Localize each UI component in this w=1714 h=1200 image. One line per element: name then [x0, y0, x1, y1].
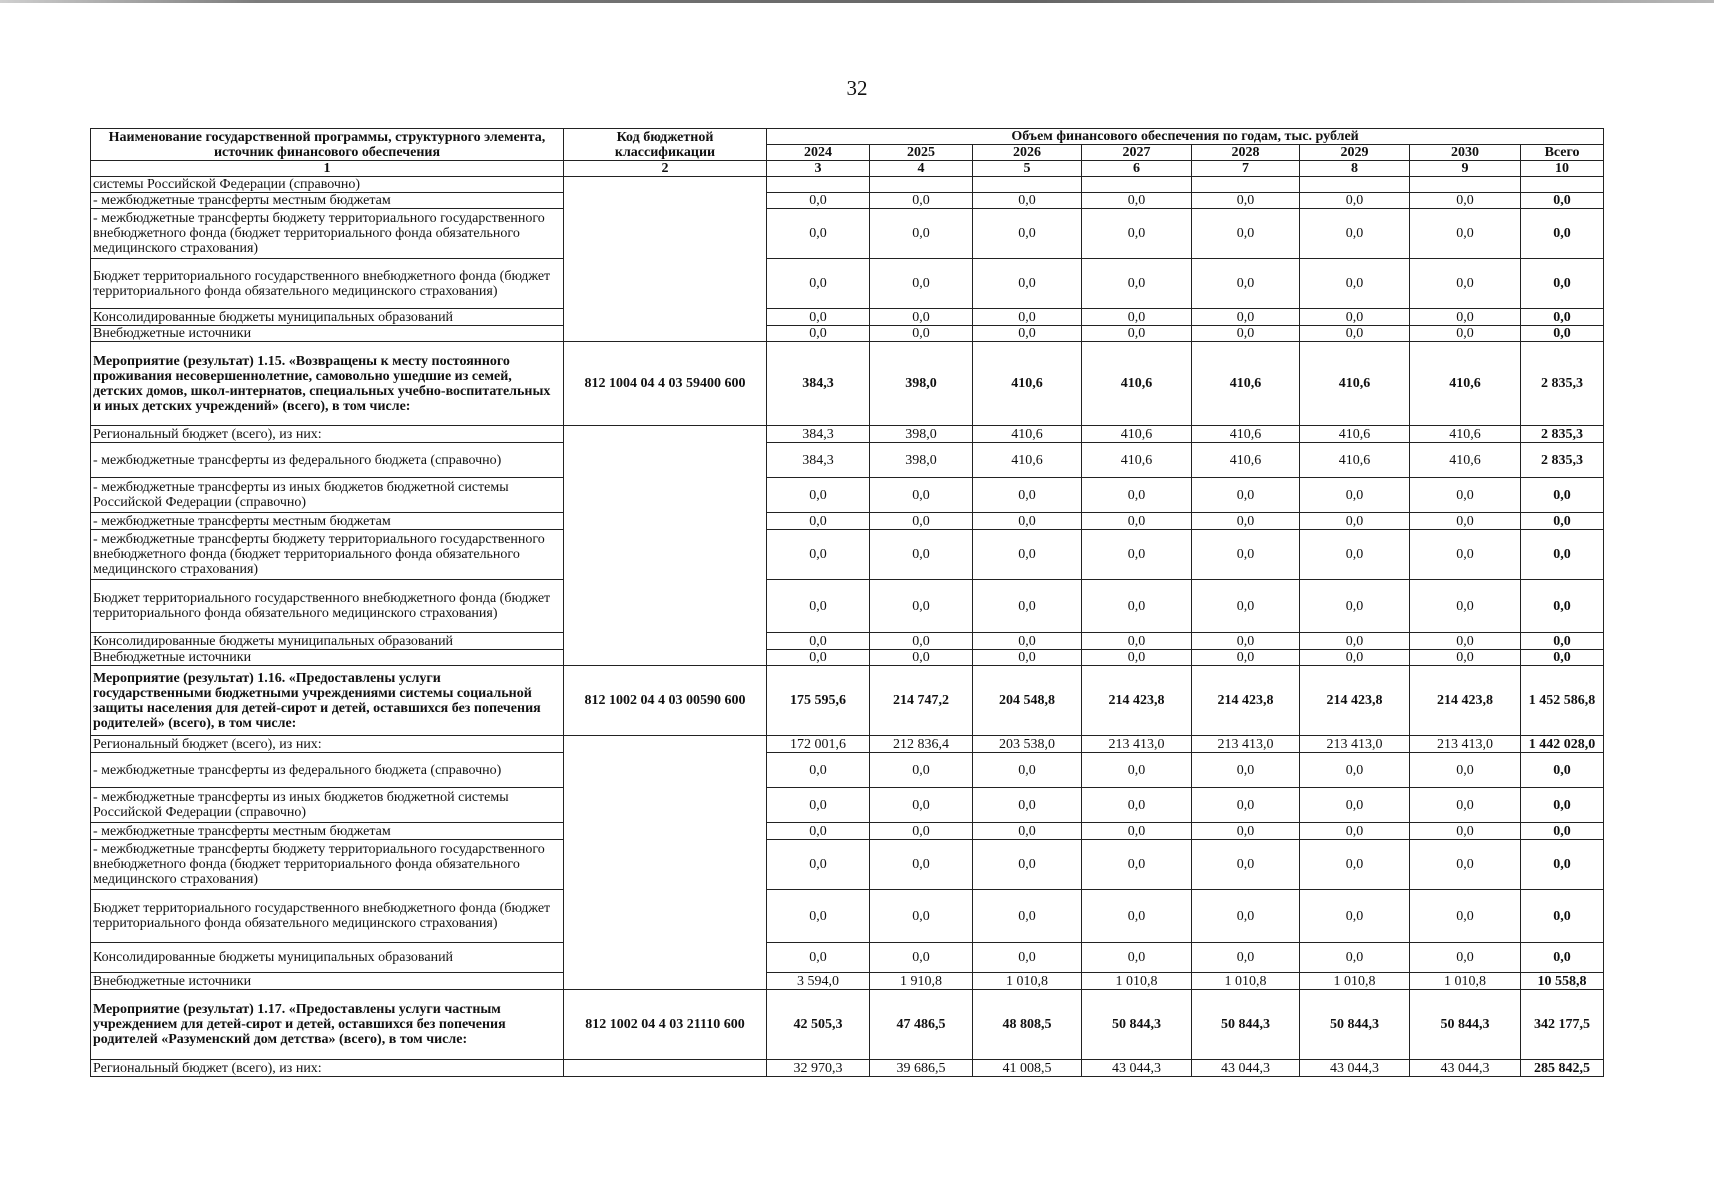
budget-table — [90, 128, 1604, 1077]
year-value: 410,6 — [1192, 342, 1300, 426]
total-value: 0,0 — [1521, 788, 1604, 823]
year-value: 0,0 — [1300, 943, 1410, 973]
year-value: 0,0 — [767, 633, 870, 650]
year-value: 0,0 — [1410, 309, 1521, 326]
table-row — [91, 426, 1604, 443]
year-value: 0,0 — [1192, 209, 1300, 259]
total-value: 0,0 — [1521, 259, 1604, 309]
year-value: 384,3 — [767, 426, 870, 443]
year-value: 213 413,0 — [1300, 736, 1410, 753]
year-value: 0,0 — [1192, 650, 1300, 666]
year-value: 410,6 — [1300, 342, 1410, 426]
total-value: 2 835,3 — [1521, 443, 1604, 478]
year-value: 0,0 — [1300, 478, 1410, 513]
source-name: Региональный бюджет (всего), из них: — [91, 736, 564, 753]
budget-code — [564, 426, 767, 666]
budget-code: 812 1004 04 4 03 59400 600 — [564, 342, 767, 426]
header-column-number: 8 — [1300, 161, 1410, 177]
year-value: 0,0 — [767, 580, 870, 633]
year-value: 410,6 — [1082, 443, 1192, 478]
measure-name: Мероприятие (результат) 1.15. «Возвращены к месту постоянного проживания несовершеннолетние, самовольно ушедшие из семей, детских домов, школ-интернатов, специальных учебно-воспитательных и иных детских учреждений» (всего), в том числе: — [91, 342, 564, 426]
measure-name: Мероприятие (результат) 1.16. «Предоставлены услуги государственными бюджетными учреждениями системы социальной защиты населения для детей-сирот и детей, оставшихся без попечения родителей» (всего), в том числе: — [91, 666, 564, 736]
year-value: 0,0 — [1410, 580, 1521, 633]
year-value: 0,0 — [973, 309, 1082, 326]
year-value: 0,0 — [767, 840, 870, 890]
source-name: - межбюджетные трансферты местным бюджетам — [91, 193, 564, 209]
year-value: 1 910,8 — [870, 973, 973, 990]
total-value: 0,0 — [1521, 943, 1604, 973]
total-value: 0,0 — [1521, 193, 1604, 209]
table-row — [91, 633, 1604, 650]
page-number: 32 — [846, 76, 868, 100]
total-value: 1 452 586,8 — [1521, 666, 1604, 736]
table-row — [91, 326, 1604, 342]
total-value — [1521, 177, 1604, 193]
year-value: 0,0 — [973, 259, 1082, 309]
year-value: 213 413,0 — [1082, 736, 1192, 753]
year-value: 0,0 — [870, 530, 973, 580]
total-value: 0,0 — [1521, 478, 1604, 513]
year-value: 213 413,0 — [1410, 736, 1521, 753]
year-value: 0,0 — [1410, 753, 1521, 788]
year-value: 0,0 — [1410, 943, 1521, 973]
table-body — [91, 177, 1604, 1077]
year-value: 203 538,0 — [973, 736, 1082, 753]
total-value: 0,0 — [1521, 650, 1604, 666]
total-value: 2 835,3 — [1521, 342, 1604, 426]
year-value: 0,0 — [1300, 513, 1410, 530]
header-year: 2030 — [1410, 145, 1521, 161]
year-value: 47 486,5 — [870, 990, 973, 1060]
year-value: 0,0 — [870, 840, 973, 890]
year-value: 410,6 — [1082, 342, 1192, 426]
year-value: 41 008,5 — [973, 1060, 1082, 1077]
year-value: 39 686,5 — [870, 1060, 973, 1077]
year-value: 0,0 — [767, 943, 870, 973]
table-row — [91, 193, 1604, 209]
year-value: 172 001,6 — [767, 736, 870, 753]
year-value: 32 970,3 — [767, 1060, 870, 1077]
total-value: 0,0 — [1521, 840, 1604, 890]
source-name: Консолидированные бюджеты муниципальных образований — [91, 633, 564, 650]
year-value: 0,0 — [870, 513, 973, 530]
year-value: 175 595,6 — [767, 666, 870, 736]
year-value: 1 010,8 — [973, 973, 1082, 990]
year-value: 0,0 — [1300, 823, 1410, 840]
year-value: 0,0 — [767, 650, 870, 666]
measure-name: Мероприятие (результат) 1.17. «Предоставлены услуги частным учреждением для детей-сирот и детей, оставшихся без попечения родителей «Разуменский дом детства» (всего), в том числе: — [91, 990, 564, 1060]
table-row — [91, 580, 1604, 633]
year-value: 0,0 — [1082, 209, 1192, 259]
year-value: 0,0 — [1192, 753, 1300, 788]
year-value: 0,0 — [1300, 650, 1410, 666]
year-value: 0,0 — [1410, 478, 1521, 513]
year-value: 0,0 — [1410, 259, 1521, 309]
year-value: 214 423,8 — [1192, 666, 1300, 736]
header-year: 2025 — [870, 145, 973, 161]
year-value: 410,6 — [973, 443, 1082, 478]
year-value: 0,0 — [870, 478, 973, 513]
year-value: 0,0 — [973, 840, 1082, 890]
year-value: 384,3 — [767, 443, 870, 478]
year-value: 0,0 — [1192, 513, 1300, 530]
header-year: 2024 — [767, 145, 870, 161]
table-row — [91, 530, 1604, 580]
year-value: 0,0 — [767, 823, 870, 840]
year-value: 1 010,8 — [1082, 973, 1192, 990]
table-row — [91, 788, 1604, 823]
year-value: 0,0 — [767, 753, 870, 788]
year-value: 0,0 — [1082, 478, 1192, 513]
year-value: 43 044,3 — [1410, 1060, 1521, 1077]
year-value: 0,0 — [1192, 788, 1300, 823]
total-value: 0,0 — [1521, 890, 1604, 943]
source-name: - межбюджетные трансферты местным бюджетам — [91, 513, 564, 530]
total-value: 0,0 — [1521, 309, 1604, 326]
year-value: 0,0 — [870, 823, 973, 840]
total-value: 285 842,5 — [1521, 1060, 1604, 1077]
budget-code: 812 1002 04 4 03 21110 600 — [564, 990, 767, 1060]
total-value: 0,0 — [1521, 823, 1604, 840]
year-value: 0,0 — [1082, 530, 1192, 580]
year-value: 0,0 — [973, 823, 1082, 840]
total-value: 10 558,8 — [1521, 973, 1604, 990]
header-year: 2029 — [1300, 145, 1410, 161]
total-value: 0,0 — [1521, 753, 1604, 788]
year-value: 0,0 — [973, 633, 1082, 650]
year-value: 410,6 — [1410, 426, 1521, 443]
table-row — [91, 890, 1604, 943]
year-value: 410,6 — [1410, 443, 1521, 478]
year-value: 43 044,3 — [1082, 1060, 1192, 1077]
budget-code — [564, 736, 767, 990]
year-value: 0,0 — [870, 259, 973, 309]
source-name: Внебюджетные источники — [91, 326, 564, 342]
table-row — [91, 478, 1604, 513]
total-value: 0,0 — [1521, 326, 1604, 342]
year-value: 0,0 — [870, 650, 973, 666]
year-value: 0,0 — [767, 259, 870, 309]
source-name: Внебюджетные источники — [91, 973, 564, 990]
table-row — [91, 259, 1604, 309]
year-value: 0,0 — [1082, 580, 1192, 633]
budget-code — [564, 177, 767, 342]
year-value: 0,0 — [1410, 650, 1521, 666]
year-value: 0,0 — [973, 193, 1082, 209]
year-value: 0,0 — [870, 309, 973, 326]
table-row — [91, 513, 1604, 530]
year-value: 0,0 — [1410, 530, 1521, 580]
year-value: 214 423,8 — [1082, 666, 1192, 736]
year-value: 0,0 — [870, 788, 973, 823]
year-value: 212 836,4 — [870, 736, 973, 753]
total-value: 0,0 — [1521, 209, 1604, 259]
year-value: 398,0 — [870, 426, 973, 443]
year-value — [767, 177, 870, 193]
year-value: 410,6 — [1300, 426, 1410, 443]
year-value: 0,0 — [1300, 326, 1410, 342]
table-row — [91, 823, 1604, 840]
year-value: 0,0 — [767, 309, 870, 326]
year-value: 42 505,3 — [767, 990, 870, 1060]
year-value: 0,0 — [1082, 840, 1192, 890]
year-value: 0,0 — [1192, 478, 1300, 513]
year-value: 0,0 — [767, 890, 870, 943]
year-value: 0,0 — [973, 478, 1082, 513]
year-value: 0,0 — [767, 193, 870, 209]
year-value — [1300, 177, 1410, 193]
scan-edge-line — [0, 0, 1714, 3]
source-name: системы Российской Федерации (справочно) — [91, 177, 564, 193]
year-value: 0,0 — [1300, 753, 1410, 788]
year-value: 214 423,8 — [1410, 666, 1521, 736]
header-column-number: 3 — [767, 161, 870, 177]
year-value: 0,0 — [1410, 788, 1521, 823]
source-name: Консолидированные бюджеты муниципальных образований — [91, 943, 564, 973]
source-name: - межбюджетные трансферты бюджету территориального государственного внебюджетного фонда (бюджет территориального фонда обязательного медицинского страхования) — [91, 530, 564, 580]
year-value — [973, 177, 1082, 193]
year-value — [1082, 177, 1192, 193]
year-value: 0,0 — [1192, 890, 1300, 943]
year-value: 410,6 — [1192, 443, 1300, 478]
table-row — [91, 736, 1604, 753]
year-value: 0,0 — [870, 209, 973, 259]
year-value: 0,0 — [1410, 840, 1521, 890]
year-value: 0,0 — [973, 513, 1082, 530]
year-value: 398,0 — [870, 342, 973, 426]
year-value: 1 010,8 — [1192, 973, 1300, 990]
year-value: 0,0 — [1410, 193, 1521, 209]
year-value: 0,0 — [1410, 326, 1521, 342]
source-name: Региональный бюджет (всего), из них: — [91, 1060, 564, 1077]
year-value: 0,0 — [1192, 326, 1300, 342]
year-value: 410,6 — [973, 426, 1082, 443]
total-value: 0,0 — [1521, 580, 1604, 633]
year-value: 0,0 — [973, 326, 1082, 342]
source-name: - межбюджетные трансферты бюджету территориального государственного внебюджетного фонда (бюджет территориального фонда обязательного медицинского страхования) — [91, 209, 564, 259]
header-column-number: 4 — [870, 161, 973, 177]
year-value: 0,0 — [1300, 193, 1410, 209]
total-value: 2 835,3 — [1521, 426, 1604, 443]
year-value: 0,0 — [1410, 633, 1521, 650]
year-value: 0,0 — [1082, 943, 1192, 973]
year-value: 0,0 — [1082, 326, 1192, 342]
year-value: 410,6 — [973, 342, 1082, 426]
year-value: 0,0 — [870, 633, 973, 650]
year-value: 0,0 — [1082, 788, 1192, 823]
header-total: Всего — [1521, 145, 1604, 161]
year-value: 1 010,8 — [1300, 973, 1410, 990]
source-name: Бюджет территориального государственного внебюджетного фонда (бюджет территориального фонда обязательного медицинского страхования) — [91, 890, 564, 943]
year-value: 0,0 — [767, 788, 870, 823]
year-value: 0,0 — [767, 209, 870, 259]
table-row — [91, 666, 1604, 736]
table-row — [91, 209, 1604, 259]
table-row — [91, 990, 1604, 1060]
budget-code: 812 1002 04 4 03 00590 600 — [564, 666, 767, 736]
source-name: Внебюджетные источники — [91, 650, 564, 666]
year-value: 204 548,8 — [973, 666, 1082, 736]
table-row — [91, 650, 1604, 666]
year-value: 0,0 — [767, 478, 870, 513]
year-value: 0,0 — [1410, 890, 1521, 943]
table-row — [91, 973, 1604, 990]
year-value: 213 413,0 — [1192, 736, 1300, 753]
total-value: 0,0 — [1521, 513, 1604, 530]
table-row — [91, 943, 1604, 973]
year-value: 0,0 — [1082, 823, 1192, 840]
year-value: 0,0 — [973, 530, 1082, 580]
table-row — [91, 443, 1604, 478]
year-value: 48 808,5 — [973, 990, 1082, 1060]
year-value: 0,0 — [1300, 840, 1410, 890]
year-value: 0,0 — [1300, 788, 1410, 823]
header-year: 2027 — [1082, 145, 1192, 161]
year-value: 0,0 — [1082, 650, 1192, 666]
year-value: 0,0 — [973, 890, 1082, 943]
source-name: - межбюджетные трансферты бюджету территориального государственного внебюджетного фонда (бюджет территориального фонда обязательного медицинского страхования) — [91, 840, 564, 890]
year-value: 0,0 — [1192, 530, 1300, 580]
header-column-number: 7 — [1192, 161, 1300, 177]
year-value: 0,0 — [1410, 209, 1521, 259]
year-value: 410,6 — [1192, 426, 1300, 443]
source-name: - межбюджетные трансферты из федерального бюджета (справочно) — [91, 443, 564, 478]
header-volume: Объем финансового обеспечения по годам, тыс. рублей — [767, 129, 1604, 145]
header-column-number: 5 — [973, 161, 1082, 177]
total-value: 1 442 028,0 — [1521, 736, 1604, 753]
year-value: 0,0 — [1410, 513, 1521, 530]
year-value: 50 844,3 — [1192, 990, 1300, 1060]
year-value: 0,0 — [1082, 193, 1192, 209]
header-code: Код бюджетной классификации — [564, 129, 767, 161]
year-value: 1 010,8 — [1410, 973, 1521, 990]
year-value: 0,0 — [1192, 943, 1300, 973]
table-row — [91, 840, 1604, 890]
year-value — [1192, 177, 1300, 193]
year-value: 214 423,8 — [1300, 666, 1410, 736]
source-name: - межбюджетные трансферты из федерального бюджета (справочно) — [91, 753, 564, 788]
year-value: 0,0 — [1300, 259, 1410, 309]
header-column-number: 2 — [564, 161, 767, 177]
year-value: 0,0 — [1192, 580, 1300, 633]
source-name: Региональный бюджет (всего), из них: — [91, 426, 564, 443]
year-value: 50 844,3 — [1300, 990, 1410, 1060]
year-value: 43 044,3 — [1192, 1060, 1300, 1077]
total-value: 0,0 — [1521, 633, 1604, 650]
year-value: 0,0 — [870, 753, 973, 788]
year-value: 0,0 — [870, 326, 973, 342]
year-value: 0,0 — [1300, 580, 1410, 633]
header-column-number: 6 — [1082, 161, 1192, 177]
year-value: 0,0 — [1192, 193, 1300, 209]
year-value: 0,0 — [973, 753, 1082, 788]
year-value: 0,0 — [973, 209, 1082, 259]
source-name: Консолидированные бюджеты муниципальных образований — [91, 309, 564, 326]
year-value: 214 747,2 — [870, 666, 973, 736]
source-name: Бюджет территориального государственного внебюджетного фонда (бюджет территориального фонда обязательного медицинского страхования) — [91, 580, 564, 633]
year-value: 0,0 — [1192, 259, 1300, 309]
header-column-number: 9 — [1410, 161, 1521, 177]
year-value: 50 844,3 — [1410, 990, 1521, 1060]
header-column-number: 10 — [1521, 161, 1604, 177]
year-value: 0,0 — [1082, 753, 1192, 788]
source-name: - межбюджетные трансферты местным бюджетам — [91, 823, 564, 840]
year-value: 0,0 — [1300, 530, 1410, 580]
source-name: - межбюджетные трансферты из иных бюджетов бюджетной системы Российской Федерации (справочно) — [91, 788, 564, 823]
header-year: 2028 — [1192, 145, 1300, 161]
year-value: 398,0 — [870, 443, 973, 478]
year-value: 50 844,3 — [1082, 990, 1192, 1060]
year-value: 0,0 — [767, 326, 870, 342]
total-value: 0,0 — [1521, 530, 1604, 580]
year-value: 0,0 — [1300, 309, 1410, 326]
year-value: 43 044,3 — [1300, 1060, 1410, 1077]
year-value: 0,0 — [1082, 259, 1192, 309]
year-value: 0,0 — [973, 580, 1082, 633]
year-value: 0,0 — [1192, 840, 1300, 890]
year-value: 0,0 — [1192, 633, 1300, 650]
year-value: 0,0 — [870, 193, 973, 209]
year-value: 0,0 — [1082, 309, 1192, 326]
year-value: 384,3 — [767, 342, 870, 426]
year-value — [870, 177, 973, 193]
table-row — [91, 753, 1604, 788]
table-row — [91, 1060, 1604, 1077]
year-value: 0,0 — [1300, 209, 1410, 259]
header-name: Наименование государственной программы, структурного элемента, источник финансового обеспечения — [91, 129, 564, 161]
year-value: 0,0 — [767, 530, 870, 580]
year-value: 3 594,0 — [767, 973, 870, 990]
table-row — [91, 177, 1604, 193]
year-value: 0,0 — [973, 788, 1082, 823]
year-value: 0,0 — [1410, 823, 1521, 840]
year-value: 0,0 — [1082, 633, 1192, 650]
year-value: 0,0 — [870, 890, 973, 943]
source-name: - межбюджетные трансферты из иных бюджетов бюджетной системы Российской Федерации (справочно) — [91, 478, 564, 513]
year-value: 410,6 — [1410, 342, 1521, 426]
year-value: 0,0 — [870, 943, 973, 973]
year-value: 0,0 — [870, 580, 973, 633]
year-value: 0,0 — [1300, 890, 1410, 943]
table-row — [91, 342, 1604, 426]
year-value: 0,0 — [973, 943, 1082, 973]
header-column-number: 1 — [91, 161, 564, 177]
budget-code — [564, 1060, 767, 1077]
table-row — [91, 309, 1604, 326]
year-value: 0,0 — [1192, 309, 1300, 326]
year-value: 0,0 — [1192, 823, 1300, 840]
year-value: 0,0 — [1082, 513, 1192, 530]
year-value — [1410, 177, 1521, 193]
year-value: 0,0 — [973, 650, 1082, 666]
year-value: 410,6 — [1082, 426, 1192, 443]
year-value: 0,0 — [1082, 890, 1192, 943]
source-name: Бюджет территориального государственного внебюджетного фонда (бюджет территориального фонда обязательного медицинского страхования) — [91, 259, 564, 309]
year-value: 0,0 — [1300, 633, 1410, 650]
year-value: 0,0 — [767, 513, 870, 530]
year-value: 410,6 — [1300, 443, 1410, 478]
header-year: 2026 — [973, 145, 1082, 161]
total-value: 342 177,5 — [1521, 990, 1604, 1060]
